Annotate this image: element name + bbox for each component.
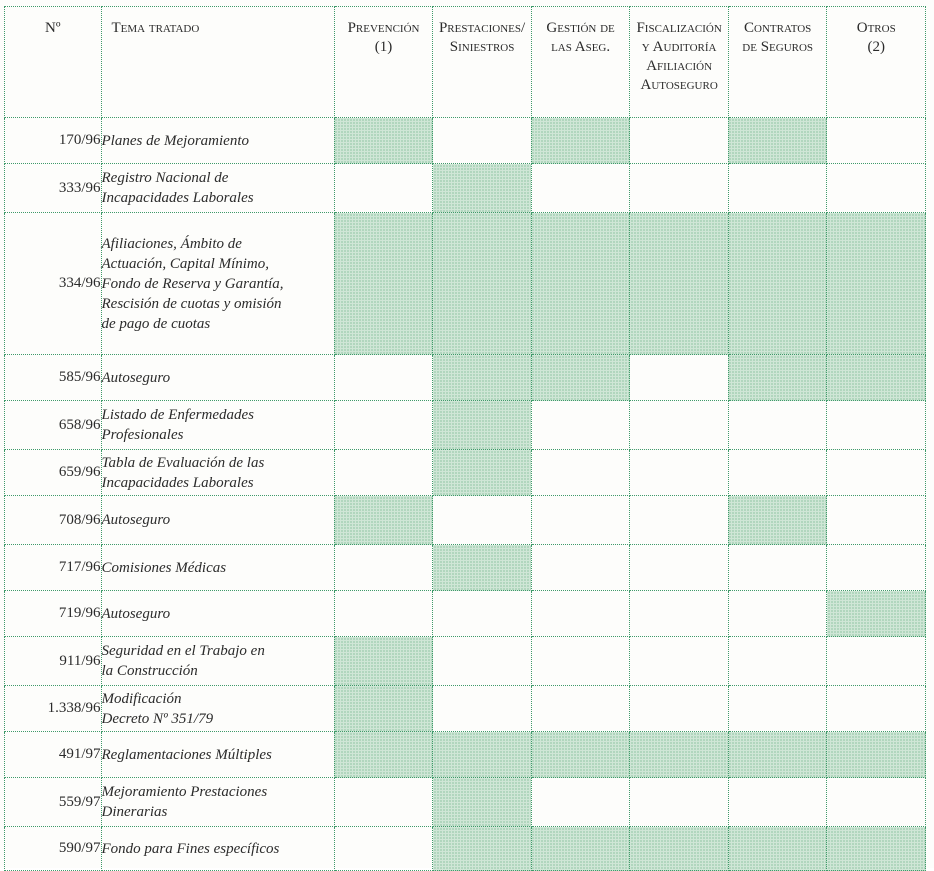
category-cell-empty (827, 118, 926, 164)
category-cell-marked (433, 732, 532, 778)
category-cell-empty (728, 637, 827, 686)
category-cell-marked (433, 827, 532, 871)
category-cell-marked (531, 213, 630, 355)
category-cell-marked (728, 355, 827, 401)
decree-number: 719/96 (5, 591, 102, 637)
category-cell-marked (433, 778, 532, 827)
category-cell-marked (433, 545, 532, 591)
category-cell-empty (630, 637, 729, 686)
category-cell-marked (433, 450, 532, 496)
topic-line: Actuación, Capital Mínimo, (101, 255, 269, 272)
header-category: Fiscalización y Auditoría Afiliación Autoseguro (630, 7, 729, 118)
category-cell-empty (630, 118, 729, 164)
category-cell-empty (827, 545, 926, 591)
topic-cell (101, 401, 334, 450)
topic-cell (101, 450, 334, 496)
category-cell-empty (630, 545, 729, 591)
category-cell-empty (827, 164, 926, 213)
table-row (5, 164, 926, 213)
category-cell-marked (728, 118, 827, 164)
topic-line: Planes de Mejoramiento (101, 132, 249, 149)
category-cell-empty (433, 591, 532, 637)
category-cell-empty (334, 355, 433, 401)
table-row (5, 686, 926, 732)
decree-number: 708/96 (5, 496, 102, 545)
decree-number: 590/97 (5, 827, 102, 871)
category-cell-empty (531, 778, 630, 827)
category-cell-empty (531, 164, 630, 213)
table-row (5, 213, 926, 355)
table-body (5, 118, 926, 871)
category-cell-empty (728, 686, 827, 732)
table-row (5, 778, 926, 827)
topic-line: Tabla de Evaluación de las (101, 454, 265, 471)
topic-line: Autoseguro (101, 605, 171, 622)
topic-line: Registro Nacional de (101, 170, 229, 186)
topic-cell (101, 355, 334, 401)
topic-cell (101, 496, 334, 545)
category-cell-empty (728, 164, 827, 213)
topic-line: Rescisión de cuotas y omisión (101, 295, 282, 312)
category-cell-empty (827, 778, 926, 827)
category-cell-empty (630, 591, 729, 637)
topic-line: Comisiones Médicas (101, 559, 227, 576)
category-cell-empty (827, 401, 926, 450)
topic-line: Profesionales (101, 427, 184, 443)
topic-line: Decreto Nº 351/79 (101, 710, 214, 727)
category-cell-marked (433, 355, 532, 401)
topic-cell (101, 118, 334, 164)
table-row (5, 496, 926, 545)
category-cell-marked (630, 827, 729, 871)
category-cell-empty (433, 496, 532, 545)
category-cell-empty (827, 496, 926, 545)
category-cell-marked (334, 213, 433, 355)
topic-line: Fondo de Reserva y Garantía, (101, 275, 284, 292)
decree-number: 170/96 (5, 118, 102, 164)
topic-line: Autoseguro (101, 369, 171, 386)
category-cell-empty (334, 778, 433, 827)
category-cell-empty (334, 827, 433, 871)
category-cell-empty (728, 591, 827, 637)
category-cell-marked (728, 827, 827, 871)
category-cell-marked (531, 118, 630, 164)
category-cell-empty (630, 450, 729, 496)
category-cell-empty (334, 164, 433, 213)
header-row (5, 7, 926, 118)
category-cell-empty (827, 450, 926, 496)
table-row (5, 732, 926, 778)
category-cell-empty (728, 401, 827, 450)
category-cell-empty (531, 450, 630, 496)
category-cell-empty (531, 637, 630, 686)
category-cell-marked (334, 496, 433, 545)
category-cell-empty (531, 401, 630, 450)
header-category: Prevención (1) (334, 7, 433, 118)
table-row (5, 827, 926, 871)
decree-number: 911/96 (5, 637, 102, 686)
topic-line: Reglamentaciones Múltiples (101, 746, 272, 763)
category-cell-empty (728, 450, 827, 496)
header-category: Contratos de Seguros (728, 7, 827, 118)
topic-cell (101, 827, 334, 871)
topic-line: Mejoramiento Prestaciones (101, 784, 268, 800)
header-tema: Tema tratado (101, 7, 334, 118)
topic-line: Afiliaciones, Ámbito de (101, 235, 242, 252)
category-cell-empty (827, 686, 926, 732)
category-cell-marked (728, 732, 827, 778)
table-row (5, 401, 926, 450)
category-cell-empty (630, 401, 729, 450)
table-row (5, 450, 926, 496)
category-cell-marked (334, 637, 433, 686)
category-cell-marked (827, 732, 926, 778)
category-cell-empty (630, 164, 729, 213)
decree-number: 559/97 (5, 778, 102, 827)
category-cell-empty (630, 686, 729, 732)
category-cell-marked (334, 732, 433, 778)
category-cell-empty (531, 591, 630, 637)
category-cell-marked (630, 732, 729, 778)
category-cell-marked (334, 686, 433, 732)
category-cell-empty (433, 637, 532, 686)
category-cell-empty (433, 686, 532, 732)
topic-cell (101, 213, 334, 355)
category-cell-empty (630, 496, 729, 545)
category-cell-marked (827, 591, 926, 637)
category-cell-marked (531, 355, 630, 401)
category-cell-empty (334, 401, 433, 450)
category-cell-marked (630, 213, 729, 355)
topic-line: Dinerarias (101, 804, 168, 820)
category-cell-empty (728, 778, 827, 827)
topic-cell (101, 591, 334, 637)
decree-number: 333/96 (5, 164, 102, 213)
decree-number: 717/96 (5, 545, 102, 591)
category-cell-marked (433, 164, 532, 213)
decree-number: 491/97 (5, 732, 102, 778)
category-cell-empty (728, 545, 827, 591)
decree-number: 334/96 (5, 213, 102, 355)
table-row (5, 591, 926, 637)
category-cell-marked (827, 355, 926, 401)
topic-line: de pago de cuotas (101, 315, 211, 332)
category-cell-empty (334, 545, 433, 591)
table-row (5, 545, 926, 591)
topic-line: Listado de Enfermedades (101, 407, 254, 423)
topic-line: Incapacidades Laborales (101, 190, 254, 206)
category-cell-empty (630, 778, 729, 827)
topic-line: la Construcción (101, 663, 198, 679)
category-cell-marked (334, 118, 433, 164)
category-cell-empty (334, 591, 433, 637)
table-row (5, 637, 926, 686)
category-cell-marked (433, 213, 532, 355)
topic-cell (101, 637, 334, 686)
topic-line: Modificación (101, 690, 182, 707)
table-row (5, 118, 926, 164)
category-cell-empty (531, 496, 630, 545)
topic-cell (101, 545, 334, 591)
topic-line: Fondo para Fines específicos (101, 840, 280, 857)
topic-cell (101, 778, 334, 827)
category-cell-empty (334, 450, 433, 496)
category-cell-marked (531, 732, 630, 778)
category-cell-empty (531, 545, 630, 591)
decree-number: 585/96 (5, 355, 102, 401)
header-num: Nº (5, 7, 102, 118)
topic-line: Incapacidades Laborales (101, 474, 254, 491)
decree-number: 658/96 (5, 401, 102, 450)
category-cell-empty (827, 637, 926, 686)
category-cell-empty (433, 118, 532, 164)
topic-line: Seguridad en el Trabajo en (101, 643, 265, 659)
category-cell-empty (630, 355, 729, 401)
table-row (5, 355, 926, 401)
decree-number: 659/96 (5, 450, 102, 496)
category-cell-marked (728, 496, 827, 545)
decree-number: 1.338/96 (5, 686, 102, 732)
category-cell-marked (433, 401, 532, 450)
category-cell-marked (827, 827, 926, 871)
header-category: Prestaciones/ Siniestros (433, 7, 532, 118)
regulations-matrix-table (4, 6, 926, 871)
category-cell-marked (531, 827, 630, 871)
topic-line: Autoseguro (101, 512, 171, 528)
category-cell-empty (531, 686, 630, 732)
header-category: Gestión de las Aseg. (531, 7, 630, 118)
category-cell-marked (728, 213, 827, 355)
header-category: Otros (2) (827, 7, 926, 118)
topic-cell (101, 164, 334, 213)
category-cell-marked (827, 213, 926, 355)
topic-cell (101, 686, 334, 732)
topic-cell (101, 732, 334, 778)
